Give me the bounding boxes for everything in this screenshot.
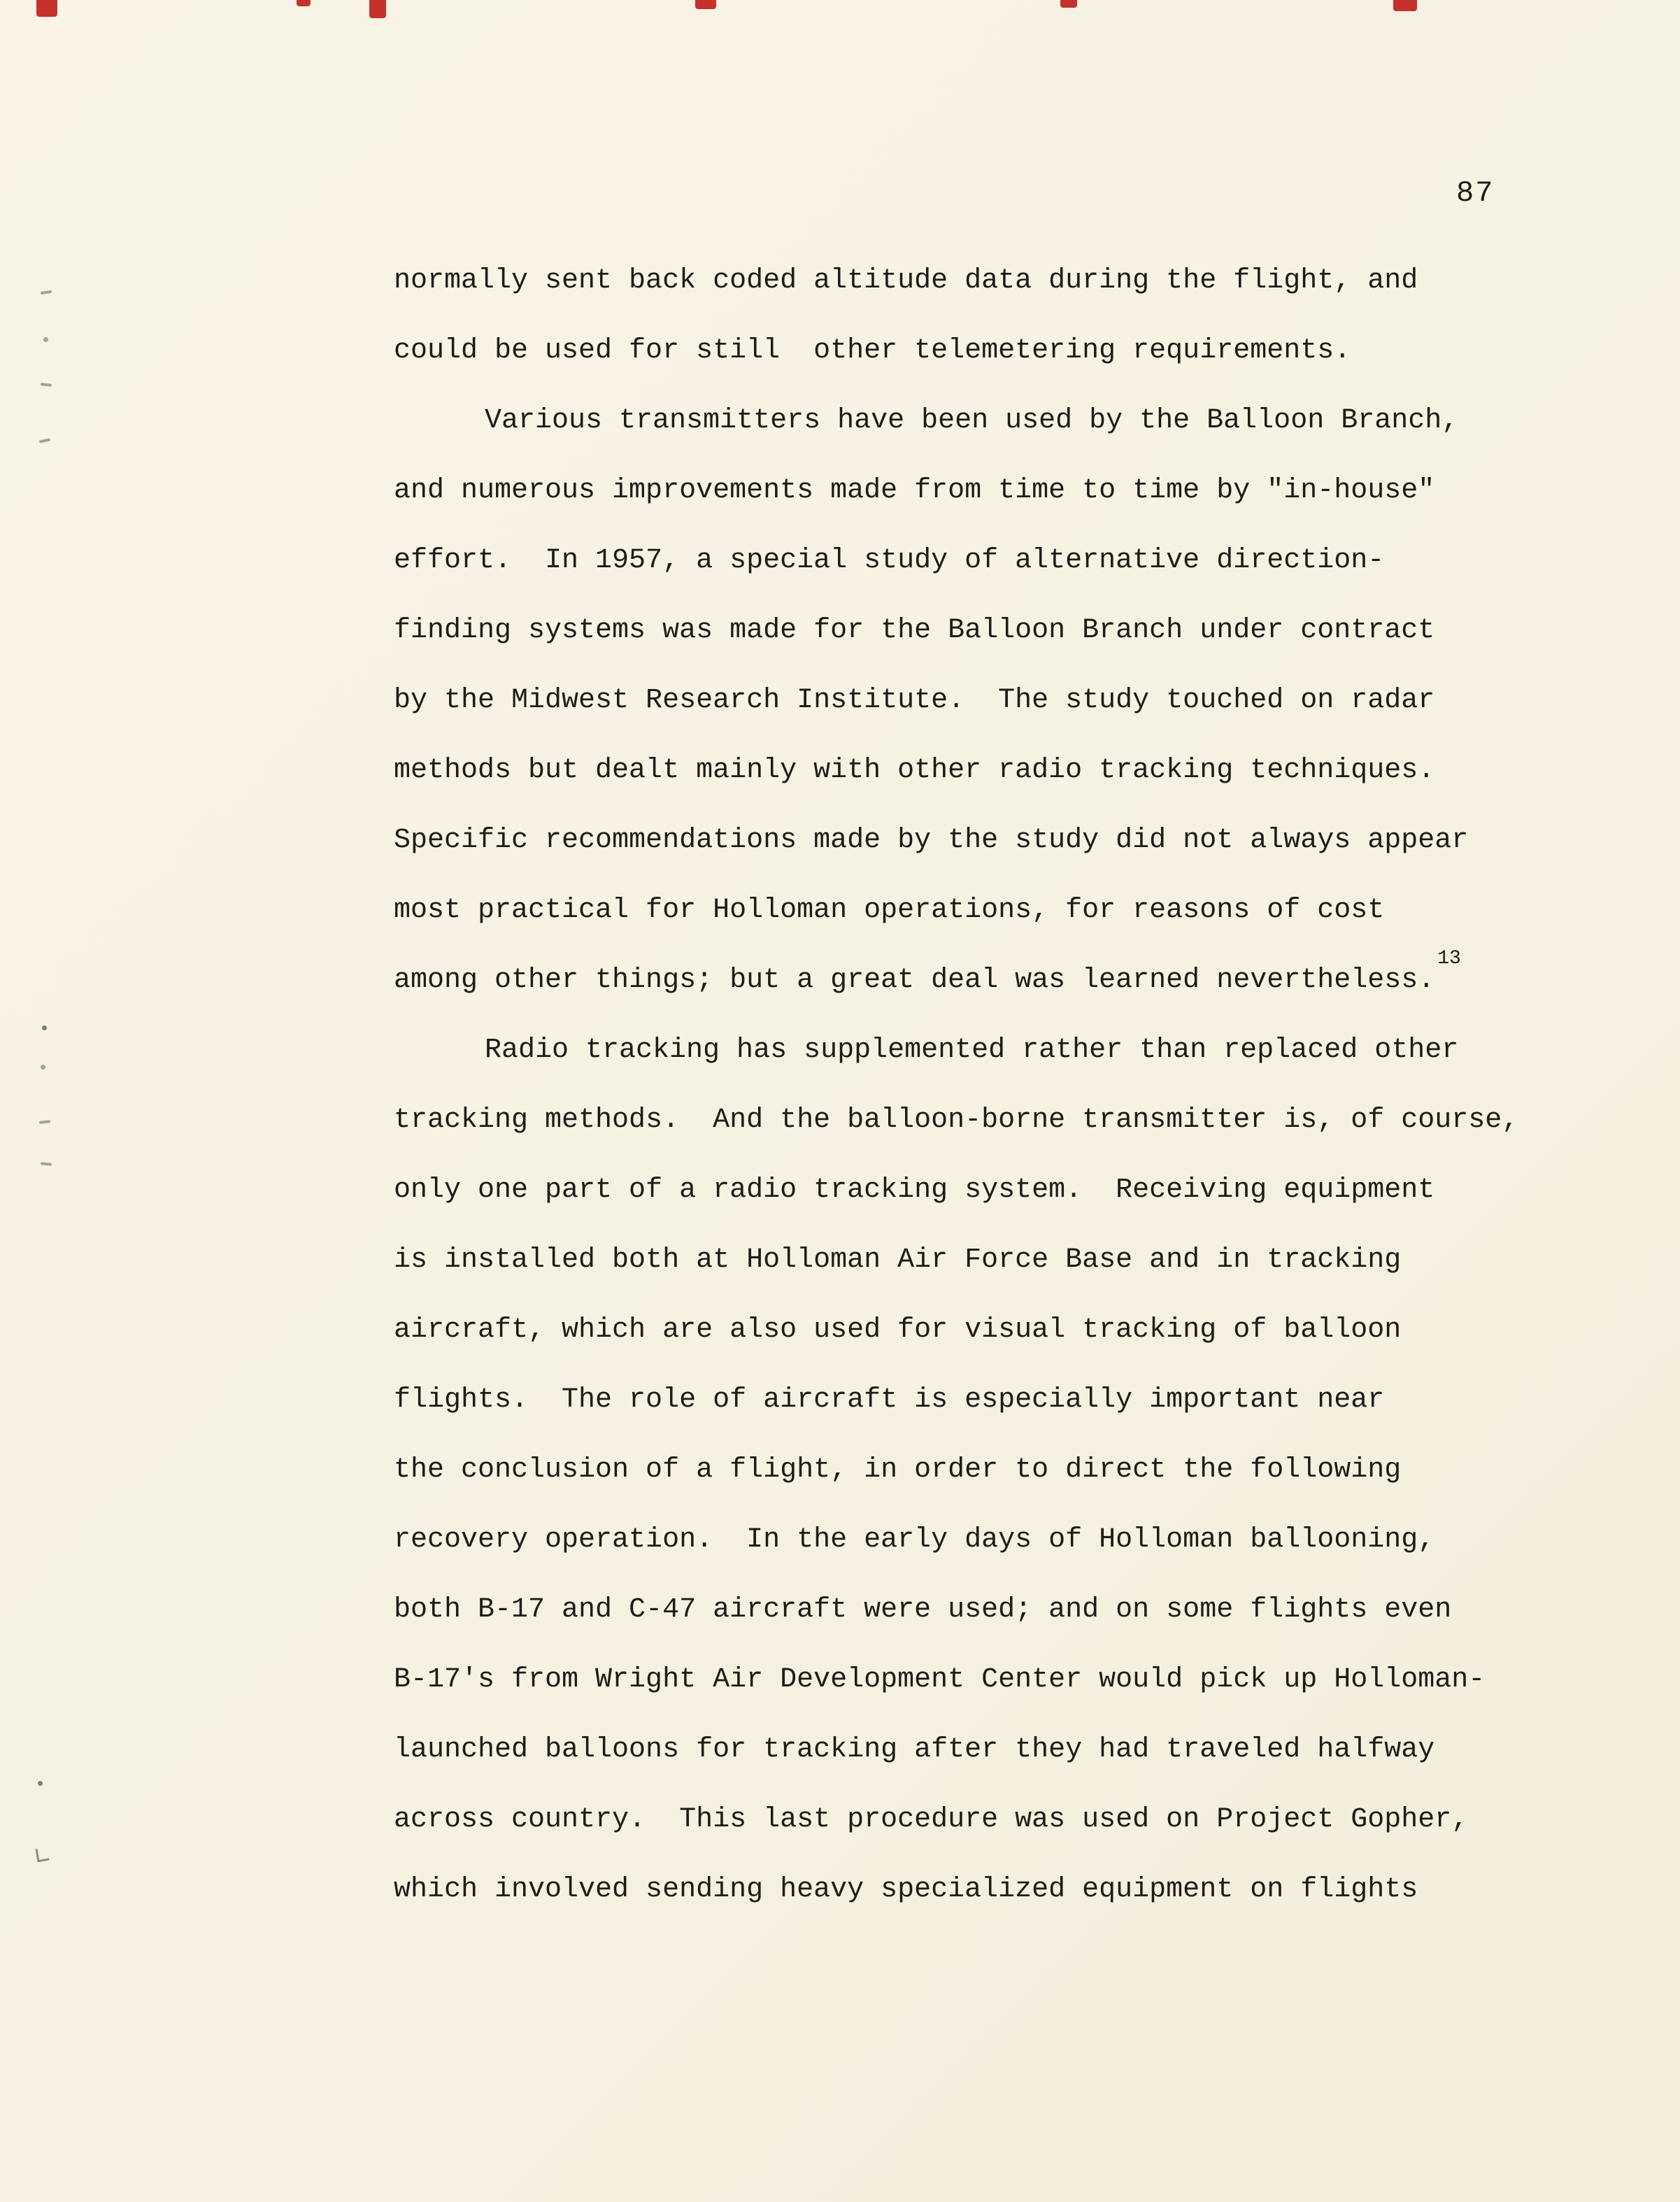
text-line: normally sent back coded altitude data during the flight, and xyxy=(394,265,1418,297)
margin-pencil-mark xyxy=(41,383,52,387)
text-line: is installed both at Holloman Air Force Base and in tracking xyxy=(394,1244,1402,1276)
text-line: launched balloons for tracking after they had traveled halfway xyxy=(394,1734,1435,1766)
page-number: 87 xyxy=(1456,176,1495,210)
text-line: by the Midwest Research Institute. The study touched on radar xyxy=(394,685,1435,716)
margin-pencil-mark xyxy=(39,1120,50,1124)
paragraph-radio-tracking xyxy=(394,1016,1625,1925)
red-ink-mark xyxy=(369,0,386,18)
red-ink-mark xyxy=(695,0,716,9)
text-line: across country. This last procedure was used on Project Gopher, xyxy=(394,1804,1469,1835)
margin-pencil-mark xyxy=(43,337,48,342)
red-ink-mark xyxy=(1393,0,1417,11)
red-ink-mark xyxy=(36,0,57,17)
text-line: both B-17 and C-47 aircraft were used; and on some flights even xyxy=(394,1594,1452,1626)
margin-pencil-mark xyxy=(41,1065,45,1070)
text-line: tracking methods. And the balloon-borne transmitter is, of course, xyxy=(394,1104,1519,1136)
text-line: recovery operation. In the early days of Holloman ballooning, xyxy=(394,1524,1435,1556)
text-line-content: among other things; but a great deal was learned nevertheless. xyxy=(394,965,1435,996)
margin-pencil-mark xyxy=(42,1025,47,1030)
text-line: B-17's from Wright Air Development Center would pick up Holloman- xyxy=(394,1664,1486,1696)
text-line: effort. In 1957, a special study of alternative direction- xyxy=(394,545,1385,576)
text-block xyxy=(394,246,1625,1925)
text-line: the conclusion of a flight, in order to direct the following xyxy=(394,1454,1402,1486)
text-line: Specific recommendations made by the study did not always appear xyxy=(394,825,1469,856)
text-line: Various transmitters have been used by the Balloon Branch, xyxy=(485,405,1459,436)
text-line: most practical for Holloman operations, for reasons of cost xyxy=(394,895,1385,926)
text-line: flights. The role of aircraft is especially important near xyxy=(394,1384,1385,1416)
footnote-reference: 13 xyxy=(1437,947,1461,969)
margin-pencil-mark xyxy=(41,290,52,294)
red-ink-mark xyxy=(297,0,311,6)
margin-pencil-mark xyxy=(39,438,50,443)
paragraph-continuation xyxy=(394,246,1625,386)
text-line: and numerous improvements made from time to time by "in-house" xyxy=(394,475,1435,506)
text-line: only one part of a radio tracking system. Receiving equipment xyxy=(394,1174,1435,1206)
text-line: which involved sending heavy specialized equipment on flights xyxy=(394,1874,1418,1905)
margin-pencil-mark xyxy=(35,1847,49,1863)
paragraph-transmitters xyxy=(394,386,1625,1016)
red-ink-mark xyxy=(1060,0,1077,8)
margin-pencil-mark xyxy=(38,1781,43,1786)
text-line: Radio tracking has supplemented rather than replaced other xyxy=(485,1035,1459,1066)
text-line: could be used for still other telemetering requirements. xyxy=(394,335,1351,367)
text-line: finding systems was made for the Balloon Branch under contract xyxy=(394,615,1435,646)
scan-artifact-marks xyxy=(0,0,1680,28)
margin-pencil-mark xyxy=(41,1162,52,1165)
text-line: aircraft, which are also used for visual tracking of balloon xyxy=(394,1314,1402,1346)
text-line: methods but dealt mainly with other radio tracking techniques. xyxy=(394,755,1435,786)
text-line xyxy=(394,946,1625,1016)
